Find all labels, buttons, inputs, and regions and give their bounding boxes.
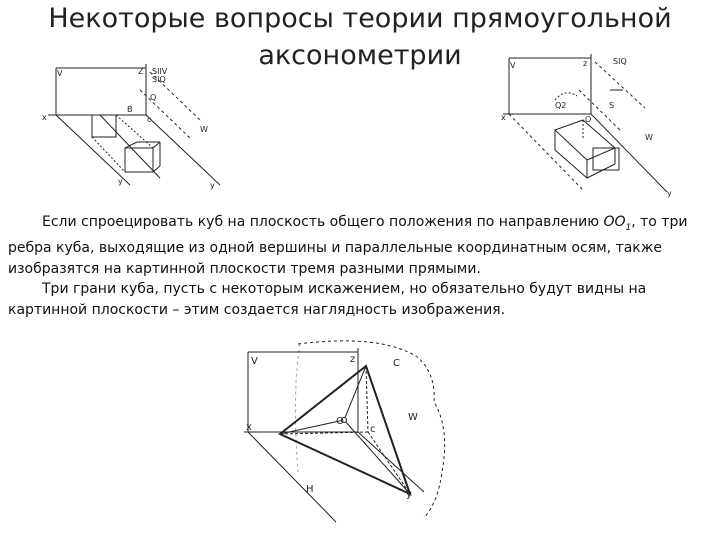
p1-sub: 1: [625, 222, 632, 233]
paragraph-2: Три грани куба, пусть с некоторым искажением, но обязательно будут видны на картинной плоскости – этим создается наглядность изображения.: [8, 281, 647, 318]
label-y1: y: [118, 177, 123, 186]
label-q: Q: [150, 93, 157, 102]
paragraph-1: [8, 212, 708, 279]
label-s1: SIIV: [152, 67, 168, 76]
label-c: C: [393, 358, 400, 369]
figure-left-cube-projection: [40, 60, 230, 190]
p1-prefix: Если спроецировать куб на плоскость общего положения по направлению: [42, 214, 604, 230]
label-v: V: [510, 61, 516, 70]
label-z: Z: [138, 67, 144, 76]
label-c: c: [147, 115, 152, 124]
label-x: x: [42, 113, 47, 122]
label-y2: y: [210, 181, 215, 190]
label-v: V: [251, 356, 258, 367]
label-s: S: [609, 101, 615, 110]
label-z: z: [583, 59, 588, 68]
label-z: z: [350, 354, 356, 365]
label-s2: SIQ: [152, 75, 166, 84]
p1-italic: OO: [603, 214, 626, 230]
label-q: Q2: [555, 101, 567, 110]
label-y: y: [667, 189, 672, 198]
label-w: W: [645, 133, 653, 142]
figure-bottom-axonometric-triangle: [238, 332, 460, 532]
label-h: H: [306, 484, 314, 495]
label-y: y: [406, 489, 412, 500]
label-w: W: [408, 412, 418, 423]
label-v: V: [57, 69, 63, 78]
label-x: x: [246, 422, 252, 433]
slide-body: [8, 212, 708, 320]
label-w: W: [200, 125, 208, 134]
label-b: B: [127, 105, 133, 114]
label-c2: c: [370, 424, 376, 435]
label-x: x: [501, 113, 506, 122]
figure-right-cube-projection: [495, 50, 695, 200]
label-o: O: [585, 115, 592, 124]
slide-title: Некоторые вопросы теории прямоугольной аксонометрии: [48, 3, 672, 71]
label-s1: SIQ: [613, 57, 627, 66]
label-o: O: [336, 416, 344, 427]
p1-suffix: , то три ребра куба, выходящие из одной вершины и параллельные координатным осям, также изобразятся на картинной плоскости тремя разными прямыми.: [8, 214, 688, 277]
